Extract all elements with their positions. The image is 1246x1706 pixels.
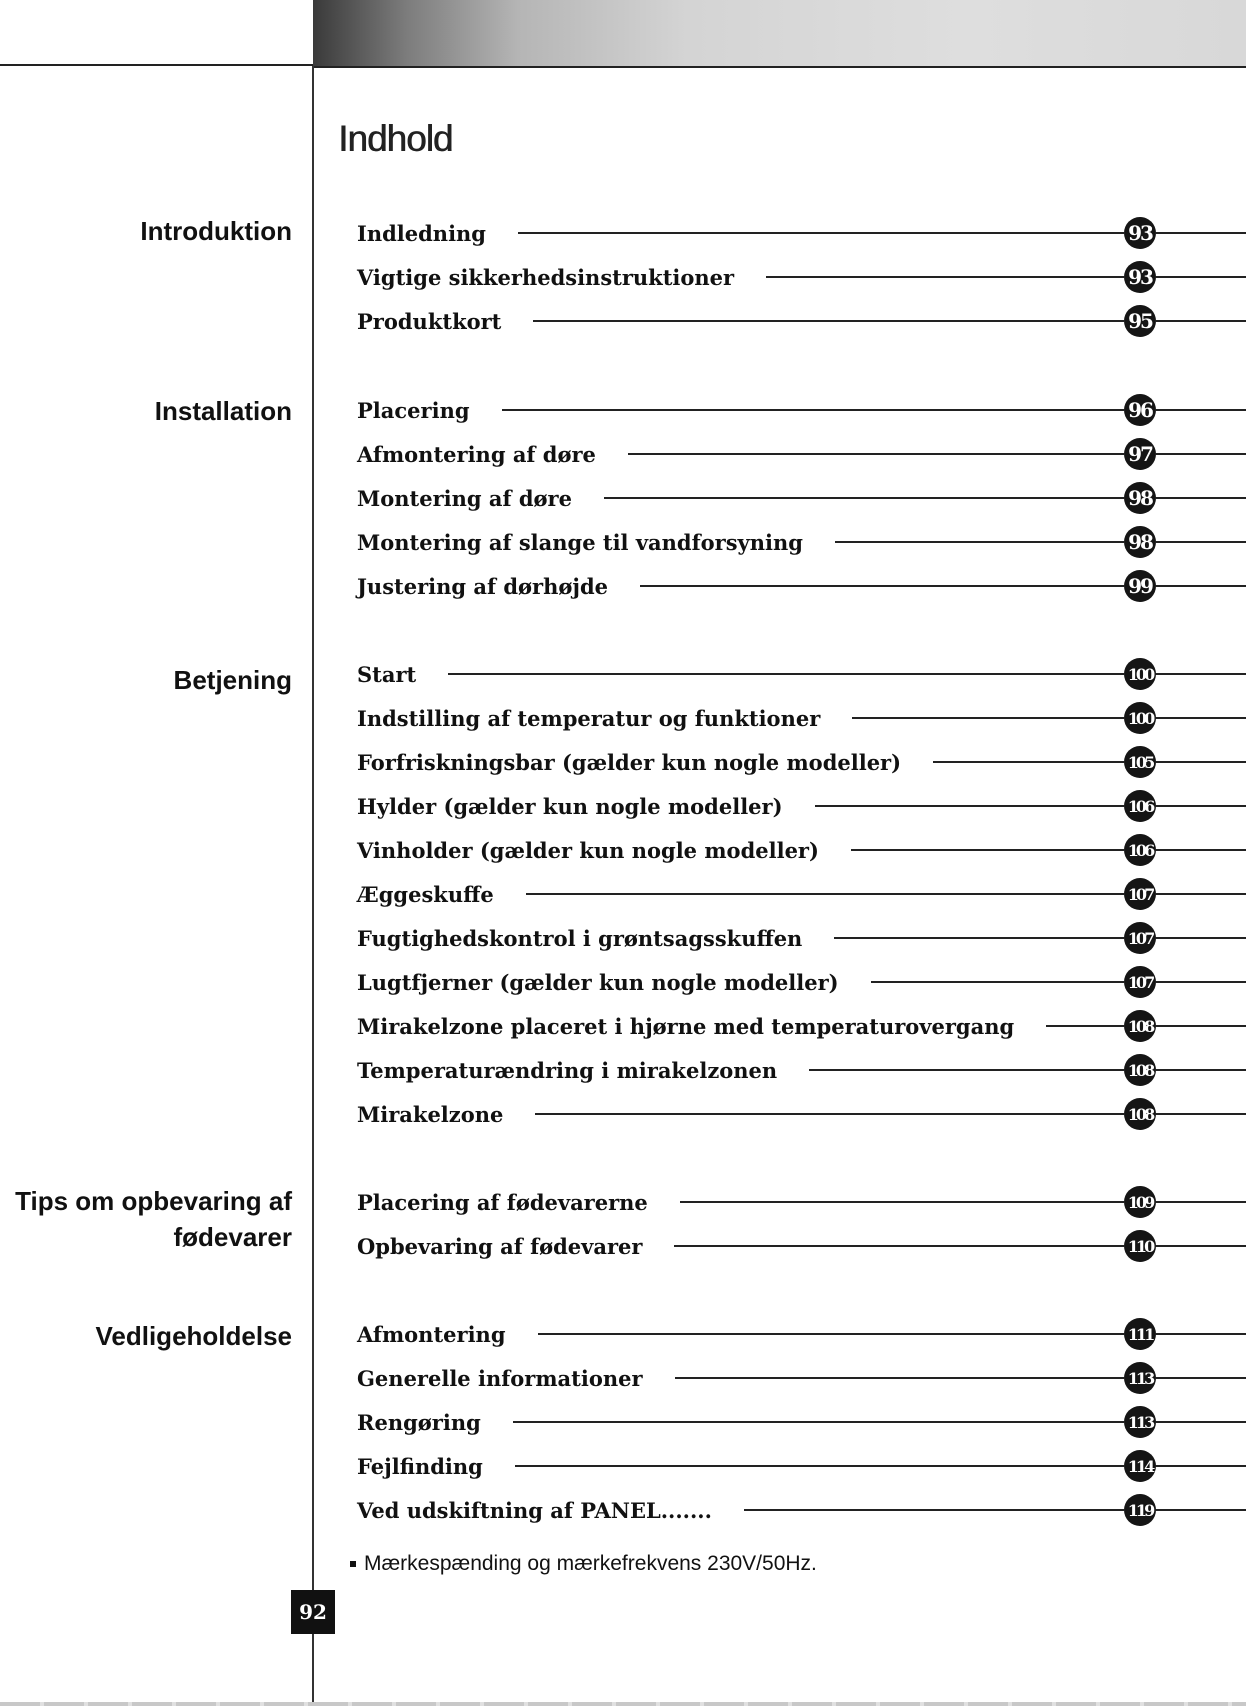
toc-entry[interactable] [357,564,1246,608]
page-number-badge: 119 [1124,1494,1156,1526]
page-number-badge: 114 [1124,1450,1156,1482]
page-number-badge: 98 [1124,482,1156,514]
leader-line-tail [1156,1333,1246,1335]
leader-line [533,320,1124,322]
page-number-badge: 113 [1124,1362,1156,1394]
leader-line [835,541,1124,543]
leader-line-tail [1156,232,1246,234]
toc-entry-title: Mirakelzone [357,1101,504,1127]
toc-entry[interactable] [357,476,1246,520]
leader-line [515,1465,1124,1467]
page-number: 92 [291,1590,335,1634]
leader-line [851,849,1124,851]
leader-line [604,497,1124,499]
leader-line [640,585,1124,587]
section-label-installation: Installation [154,396,292,426]
page-number-badge: 97 [1124,438,1156,470]
toc-entry[interactable] [357,1180,1246,1224]
toc-entry[interactable] [357,1400,1246,1444]
toc-entry-title: Produktkort [357,308,502,334]
page-number-badge: 96 [1124,394,1156,426]
leader-line-tail [1156,981,1246,983]
toc-entry-title: Hylder (gælder kun nogle modeller) [357,793,783,819]
toc-entry[interactable] [357,1488,1246,1532]
leader-line-tail [1156,409,1246,411]
leader-line-tail [1156,541,1246,543]
page-number-badge: 98 [1124,526,1156,558]
bottom-border [0,1702,1246,1706]
leader-line [538,1333,1124,1335]
toc-entry-title: Vigtige sikkerhedsinstruktioner [357,264,735,290]
toc-entry[interactable] [357,828,1246,872]
page-number-badge: 113 [1124,1406,1156,1438]
toc-entry[interactable] [357,784,1246,828]
leader-line-tail [1156,1025,1246,1027]
leader-line [852,717,1124,719]
toc-entry[interactable] [357,432,1246,476]
leader-line-tail [1156,1465,1246,1467]
leader-line [809,1069,1124,1071]
toc-entry[interactable] [357,388,1246,432]
leader-line-tail [1156,497,1246,499]
toc-entry-title: Justering af dørhøjde [357,573,609,599]
toc-entry-title: Opbevaring af fødevarer [357,1233,643,1259]
leader-line [513,1421,1124,1423]
toc-entry-title: Ved udskiftning af PANEL....... [357,1497,712,1523]
page-number-badge: 93 [1124,261,1156,293]
leader-line-tail [1156,1421,1246,1423]
toc-entry-title: Indledning [357,220,486,246]
leader-line [815,805,1124,807]
leader-line [674,1245,1124,1247]
toc-entry[interactable] [357,872,1246,916]
toc-entry-title: Afmontering [357,1321,506,1347]
leader-line [766,276,1124,278]
bullet-icon [350,1561,356,1567]
page-number-badge: 105 [1124,746,1156,778]
leader-line [933,761,1124,763]
toc-entry-title: Indstilling af temperatur og funktioner [357,705,821,731]
leader-line [744,1509,1124,1511]
toc-entry[interactable] [357,520,1246,564]
leader-line-tail [1156,893,1246,895]
toc-entry[interactable] [357,1092,1246,1136]
toc-entry-title: Placering af fødevarerne [357,1189,648,1215]
toc-entry[interactable] [357,1444,1246,1488]
toc-entry[interactable] [357,1224,1246,1268]
page-number-badge: 107 [1124,878,1156,910]
toc-entry-title: Generelle informationer [357,1365,643,1391]
toc-entry-title: Start [357,661,417,687]
page-number-badge: 95 [1124,305,1156,337]
toc-entry-title: Rengøring [357,1409,481,1435]
page-number-badge: 100 [1124,658,1156,690]
footnote-text: Mærkespænding og mærkefrekvens 230V/50Hz. [364,1552,817,1575]
page-number-badge: 93 [1124,217,1156,249]
toc-entry-title: Montering af døre [357,485,572,511]
toc-entry-title: Afmontering af døre [357,441,596,467]
leader-line [1046,1025,1124,1027]
footnote [350,1552,817,1576]
page-number-badge: 108 [1124,1098,1156,1130]
page-number-badge: 111 [1124,1318,1156,1350]
toc-entry-title: Fejlfinding [357,1453,483,1479]
section-label-vedligeholdelse: Vedligeholdelse [95,1321,292,1351]
leader-line-tail [1156,761,1246,763]
toc-entry-title: Lugtfjerner (gælder kun nogle modeller) [357,969,839,995]
leader-line [628,453,1124,455]
page-number-badge: 108 [1124,1054,1156,1086]
toc-entry-title: Temperaturændring i mirakelzonen [357,1057,778,1083]
toc-entry[interactable] [357,1004,1246,1048]
header-rule [0,64,313,66]
leader-line-tail [1156,1201,1246,1203]
page-number-badge: 108 [1124,1010,1156,1042]
leader-line-tail [1156,453,1246,455]
leader-line-tail [1156,585,1246,587]
leader-line-tail [1156,805,1246,807]
toc-entry[interactable] [357,1356,1246,1400]
section-label-tips-om-opbevaring: Tips om opbevaring af fødevarer [15,1186,292,1252]
leader-line [535,1113,1124,1115]
header-gradient-bar [313,0,1246,68]
leader-line-tail [1156,717,1246,719]
leader-line [518,232,1124,234]
page-number-badge: 99 [1124,570,1156,602]
leader-line [871,981,1124,983]
toc-entry-title: Montering af slange til vandforsyning [357,529,803,555]
leader-line [675,1377,1124,1379]
toc-entry[interactable] [357,696,1246,740]
leader-line-tail [1156,1509,1246,1511]
page-number-badge: 106 [1124,834,1156,866]
toc-entry[interactable] [357,960,1246,1004]
toc-entry[interactable] [357,1048,1246,1092]
leader-line [448,673,1124,675]
toc-entry-title: Mirakelzone placeret i hjørne med temperaturovergang [357,1013,1015,1039]
toc-entry-title: Fugtighedskontrol i grøntsagsskuffen [357,925,803,951]
vertical-divider [312,66,314,1706]
page-number-badge: 107 [1124,922,1156,954]
toc-entry[interactable] [357,299,1246,343]
toc-entry[interactable] [357,255,1246,299]
toc-entry[interactable] [357,1312,1246,1356]
page-title: Indhold [338,118,453,159]
page-number-badge: 107 [1124,966,1156,998]
leader-line-tail [1156,1113,1246,1115]
leader-line-tail [1156,1377,1246,1379]
leader-line [680,1201,1124,1203]
toc-entry[interactable] [357,652,1246,696]
section-label-betjening: Betjening [173,665,292,695]
toc-entry-title: Vinholder (gælder kun nogle modeller) [357,837,819,863]
page-number-badge: 100 [1124,702,1156,734]
leader-line-tail [1156,276,1246,278]
leader-line [834,937,1124,939]
leader-line-tail [1156,849,1246,851]
page-number-badge: 110 [1124,1230,1156,1262]
leader-line [502,409,1124,411]
leader-line-tail [1156,937,1246,939]
toc-entry-title: Placering [357,397,470,423]
leader-line [526,893,1124,895]
page-number-badge: 109 [1124,1186,1156,1218]
toc-entry[interactable] [357,740,1246,784]
section-label-introduktion: Introduktion [140,216,292,246]
leader-line-tail [1156,320,1246,322]
toc-entry-title: Æggeskuffe [357,881,494,907]
leader-line-tail [1156,1069,1246,1071]
toc-entry[interactable] [357,916,1246,960]
page-number-badge: 106 [1124,790,1156,822]
leader-line-tail [1156,673,1246,675]
toc-entry[interactable] [357,211,1246,255]
toc-entry-title: Forfriskningsbar (gælder kun nogle modeller) [357,749,902,775]
leader-line-tail [1156,1245,1246,1247]
